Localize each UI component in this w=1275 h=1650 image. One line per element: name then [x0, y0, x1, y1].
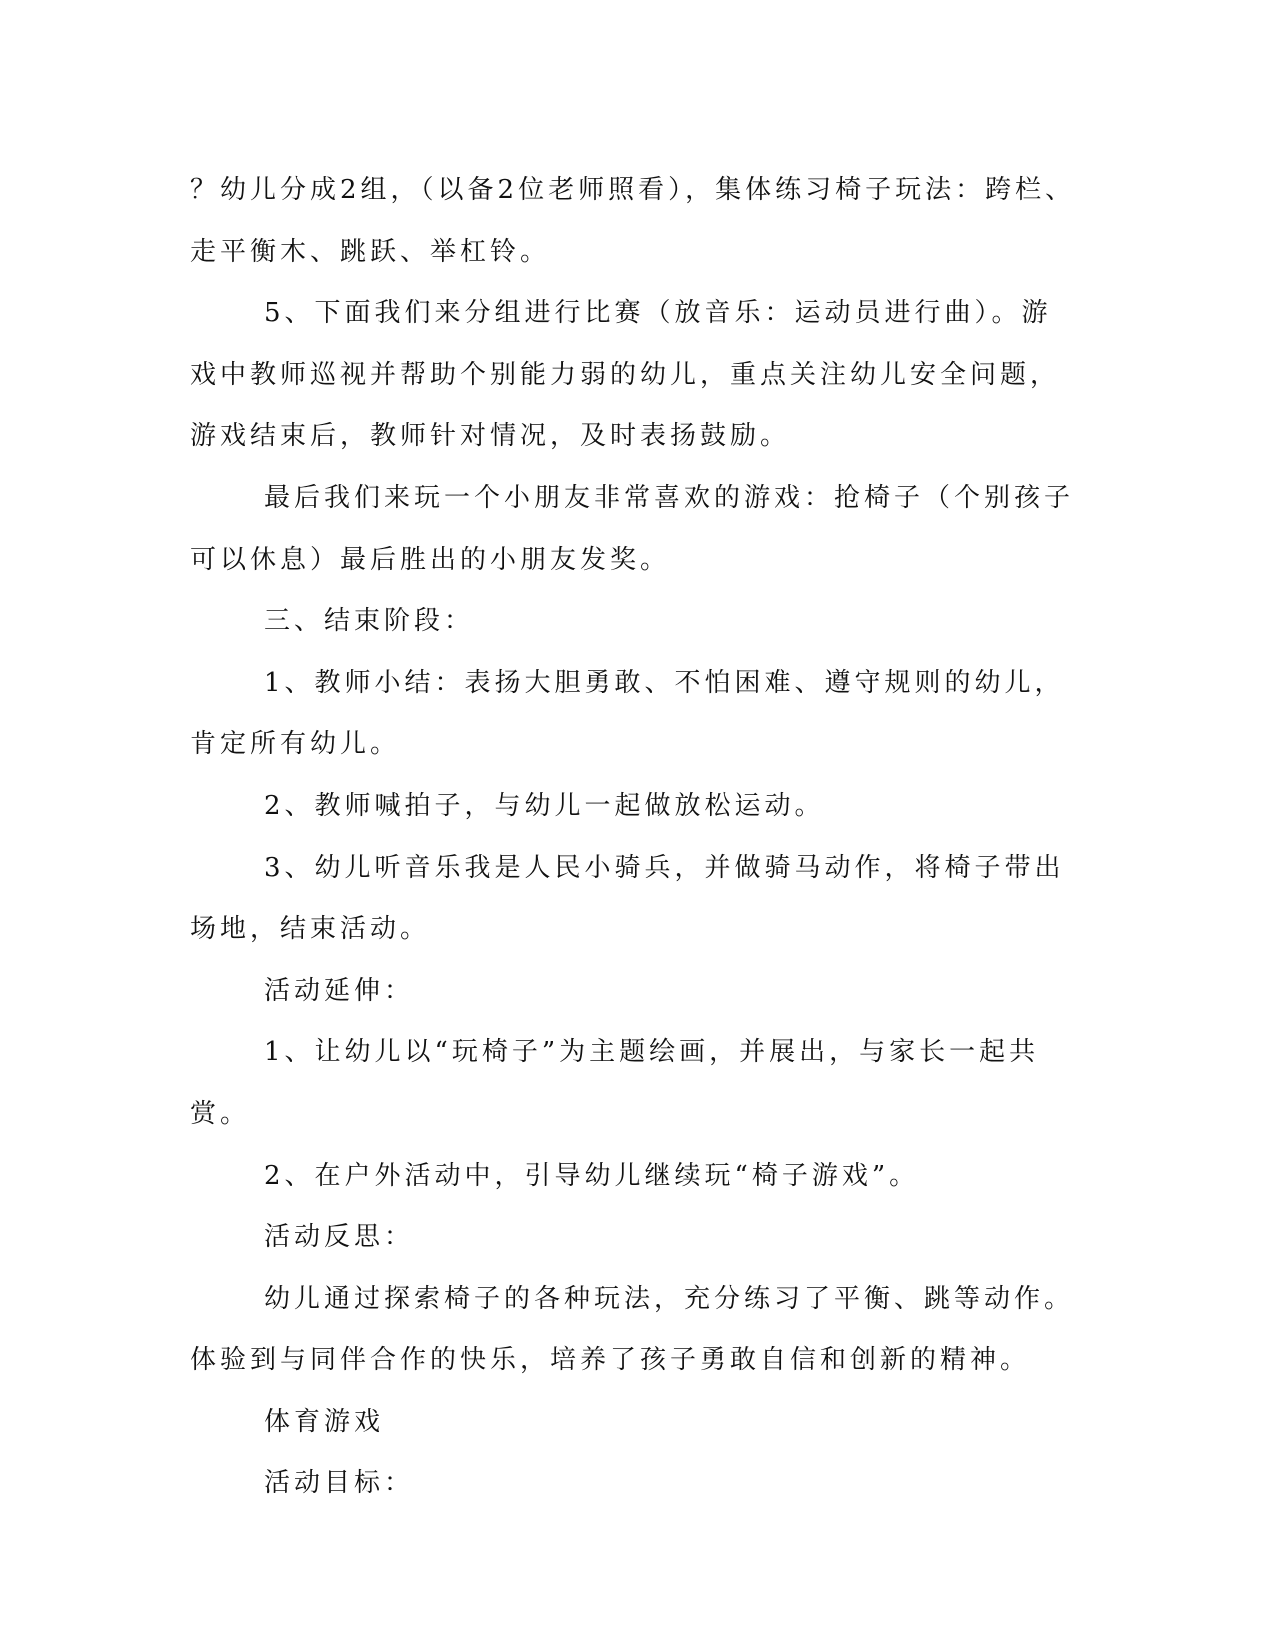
paragraph-7: 1、让幼儿以“玩椅子”为主题绘画，并展出，与家长一起共赏。: [190, 1037, 1040, 1129]
paragraph-9: 幼儿通过探索椅子的各种玩法，充分练习了平衡、跳等动作。体验到与同伴合作的快乐，培养了孩子勇敢自信和创新的精神。: [190, 1283, 1075, 1376]
paragraph-1: ？幼儿分成2组，（以备2位老师照看），集体练习椅子玩法：跨栏、走平衡木、跳跃、举杠铃。: [190, 175, 1076, 267]
paragraph-4: 1、教师小结：表扬大胆勇敢、不怕困难、遵守规则的幼儿，肯定所有幼儿。: [190, 667, 1065, 760]
section-heading-objectives: 活动目标：: [264, 1468, 415, 1499]
section-heading-pe-game: 体育游戏: [264, 1406, 385, 1437]
section-heading-end-stage: 三、结束阶段：: [264, 606, 475, 637]
paragraph-3: 最后我们来玩一个小朋友非常喜欢的游戏：抢椅子（个别孩子可以休息）最后胜出的小朋友发奖。: [190, 482, 1075, 575]
paragraph-8: 2、在户外活动中，引导幼儿继续玩“椅子游戏”。: [264, 1160, 920, 1191]
paragraph-6: 3、幼儿听音乐我是人民小骑兵，并做骑马动作，将椅子带出场地，结束活动。: [190, 852, 1065, 945]
paragraph-2: 5、下面我们来分组进行比赛（放音乐：运动员进行曲）。游戏中教师巡视并帮助个别能力弱的幼儿，重点关注幼儿安全问题，游戏结束后，教师针对情况，及时表扬鼓励。: [190, 298, 1061, 452]
paragraph-5: 2、教师喊拍子，与幼儿一起做放松运动。: [264, 790, 825, 821]
document-body: [190, 160, 1080, 1515]
section-heading-reflection: 活动反思：: [264, 1222, 415, 1253]
section-heading-extension: 活动延伸：: [264, 975, 415, 1006]
